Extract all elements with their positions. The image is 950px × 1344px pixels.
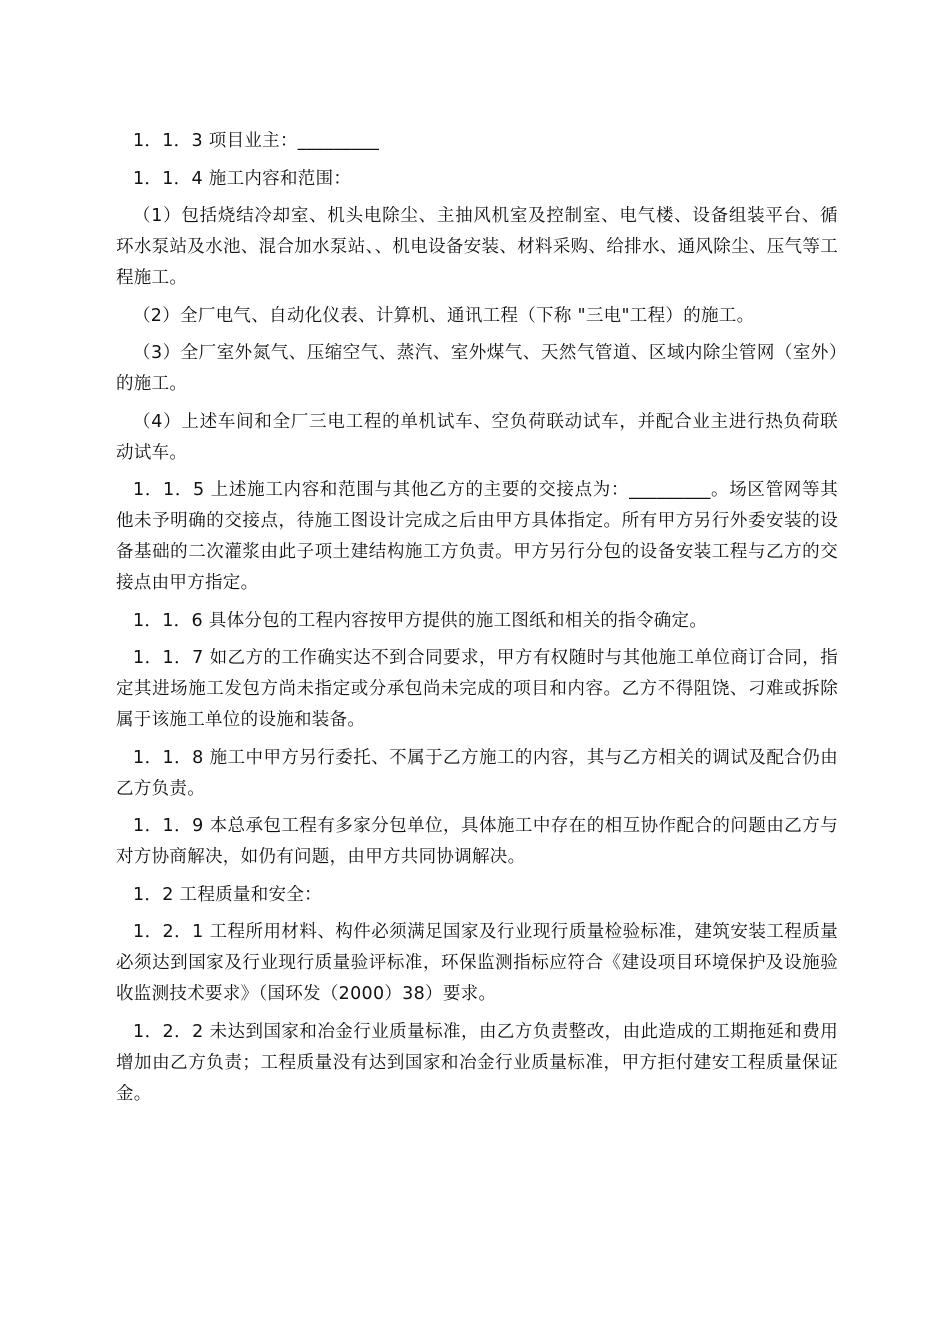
clause-1-1-5: 1．1．5 上述施工内容和范围与其他乙方的主要的交接点为：_________。场区管网等其他未予明确的交接点，待施工图设计完成之后由甲方具体指定。所有甲方另行外委安装的设备基础的二次灌浆由此子项土建结构施工方负责。甲方另行分包的设备安装工程与乙方的交接点由甲方指定。	[116, 480, 838, 593]
clause-1-1-4-item-1: （1）包括烧结冷却室、机头电除尘、主抽风机室及控制室、电气楼、设备组装平台、循环水泵站及水池、混合加水泵站、、机电设备安装、材料采购、给排水、通风除尘、压气等工程施工。	[116, 206, 838, 288]
document-body	[116, 126, 838, 1116]
clause-1-1-8: 1．1．8 施工中甲方另行委托、不属于乙方施工的内容，其与乙方相关的调试及配合仍由乙方负责。	[116, 747, 838, 799]
clause-1-1-6: 1．1．6 具体分包的工程内容按甲方提供的施工图纸和相关的指令确定。	[133, 610, 708, 631]
clause-1-1-9: 1．1．9 本总承包工程有多家分包单位，具体施工中存在的相互协作配合的问题由乙方与对方协商解决，如仍有问题，由甲方共同协调解决。	[116, 816, 838, 867]
clause-1-2: 1．2 工程质量和安全：	[133, 884, 322, 905]
clause-1-1-4: 1．1．4 施工内容和范围：	[133, 168, 352, 189]
clause-1-1-4-item-4: （4）上述车间和全厂三电工程的单机试车、空负荷联动试车，并配合业主进行热负荷联动试车。	[116, 411, 838, 463]
clause-1-1-3: 1．1．3 项目业主：_________	[133, 131, 380, 151]
clause-1-1-4-item-3: （3）全厂室外氮气、压缩空气、蒸汽、室外煤气、天然气管道、区域内除尘管网（室外）的施工。	[116, 343, 838, 394]
clause-1-1-4-item-2: （2）全厂电气、自动化仪表、计算机、通讯工程（下称 "三电"工程）的施工。	[133, 305, 755, 326]
clause-1-1-7: 1．1．7 如乙方的工作确实达不到合同要求，甲方有权随时与其他施工单位商订合同，指定其进场施工发包方尚未指定或分承包尚未完成的项目和内容。乙方不得阻饶、刁难或拆除属于该施工单位的设施和装备。	[116, 648, 838, 730]
clause-1-2-2: 1．2．2 未达到国家和冶金行业质量标准，由乙方负责整改，由此造成的工期拖延和费用增加由乙方负责；工程质量没有达到国家和冶金行业质量标准，甲方拒付建安工程质量保证金。	[116, 1021, 838, 1104]
clause-1-2-1: 1．2．1 工程所用材料、构件必须满足国家及行业现行质量检验标准，建筑安装工程质量必须达到国家及行业现行质量验评标准，环保监测指标应符合《建设项目环境保护及设施验收监测技术要求》（国环发（2000）38）要求。	[116, 922, 838, 1004]
